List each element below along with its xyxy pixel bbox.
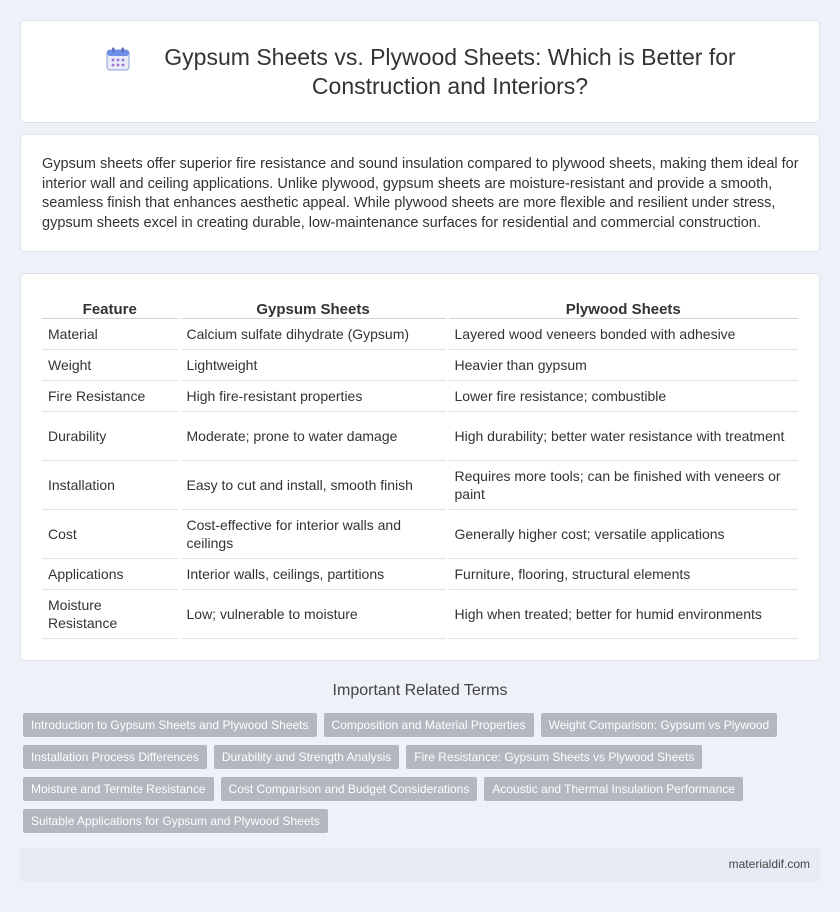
intro-card — [20, 134, 820, 252]
feature-cell: Applications — [42, 558, 179, 589]
comparison-table — [42, 296, 798, 639]
feature-cell: Weight — [42, 349, 179, 380]
header-plywood: Plywood Sheets — [447, 296, 798, 318]
intro-paragraph: Gypsum sheets offer superior fire resistance and sound insulation compared to plywood sheets, making them ideal for interior wall and ceiling applications. Unlike plywood, gypsum sheets are moisture-resistant and provide a smooth, seamless finish that enhances aesthetic appeal. While plywood sheets are more flexible and resilient under stress, gypsum sheets excel in creating durable, low-maintenance surfaces for residential and commercial construction. — [42, 156, 799, 231]
feature-cell: Durability — [42, 411, 179, 460]
plywood-cell: Layered wood veneers bonded with adhesive — [447, 318, 798, 349]
related-term-tag[interactable]: Suitable Applications for Gypsum and Plywood Sheets — [23, 809, 328, 833]
gypsum-cell: Low; vulnerable to moisture — [179, 589, 447, 638]
feature-cell: Installation — [42, 460, 179, 509]
gypsum-cell: Lightweight — [179, 349, 447, 380]
title-card — [20, 20, 820, 123]
plywood-cell: Heavier than gypsum — [447, 349, 798, 380]
table-row — [42, 318, 798, 349]
feature-cell: Material — [42, 318, 179, 349]
table-row — [42, 589, 798, 638]
table-header-row — [42, 296, 798, 318]
table-row — [42, 509, 798, 558]
plywood-cell: Generally higher cost; versatile applications — [447, 509, 798, 558]
related-terms-heading: Important Related Terms — [332, 682, 508, 699]
header-feature: Feature — [42, 296, 179, 318]
header-gypsum: Gypsum Sheets — [179, 296, 447, 318]
related-term-tag[interactable]: Installation Process Differences — [23, 745, 207, 769]
plywood-cell: High when treated; better for humid environments — [447, 589, 798, 638]
feature-cell: Cost — [42, 509, 179, 558]
plywood-cell: Furniture, flooring, structural elements — [447, 558, 798, 589]
table-row — [42, 558, 798, 589]
gypsum-cell: Calcium sulfate dihydrate (Gypsum) — [179, 318, 447, 349]
table-row — [42, 349, 798, 380]
plywood-cell: Lower fire resistance; combustible — [447, 380, 798, 411]
related-term-tag[interactable]: Composition and Material Properties — [324, 713, 534, 737]
feature-cell: Fire Resistance — [42, 380, 179, 411]
related-term-tag[interactable]: Introduction to Gypsum Sheets and Plywood Sheets — [23, 713, 317, 737]
related-terms-list — [23, 713, 803, 833]
feature-cell: Moisture Resistance — [42, 589, 179, 638]
related-term-tag[interactable]: Moisture and Termite Resistance — [23, 777, 214, 801]
footer — [20, 848, 820, 882]
gypsum-cell: Moderate; prone to water damage — [179, 411, 447, 460]
related-term-tag[interactable]: Weight Comparison: Gypsum vs Plywood — [541, 713, 778, 737]
related-term-tag[interactable]: Durability and Strength Analysis — [214, 745, 399, 769]
comparison-card — [20, 273, 820, 661]
page-title: Gypsum Sheets vs. Plywood Sheets: Which is Better for Construction and Interiors? — [164, 44, 736, 99]
plywood-cell: High durability; better water resistance with treatment — [447, 411, 798, 460]
gypsum-cell: Interior walls, ceilings, partitions — [179, 558, 447, 589]
table-row — [42, 411, 798, 460]
gypsum-cell: Cost-effective for interior walls and ceilings — [179, 509, 447, 558]
related-term-tag[interactable]: Fire Resistance: Gypsum Sheets vs Plywood Sheets — [406, 745, 702, 769]
footer-site-link[interactable]: materialdif.com — [728, 857, 810, 871]
gypsum-cell: High fire-resistant properties — [179, 380, 447, 411]
table-row — [42, 380, 798, 411]
table-row — [42, 460, 798, 509]
plywood-cell: Requires more tools; can be finished with veneers or paint — [447, 460, 798, 509]
related-term-tag[interactable]: Cost Comparison and Budget Considerations — [221, 777, 478, 801]
gypsum-cell: Easy to cut and install, smooth finish — [179, 460, 447, 509]
related-term-tag[interactable]: Acoustic and Thermal Insulation Performance — [484, 777, 743, 801]
